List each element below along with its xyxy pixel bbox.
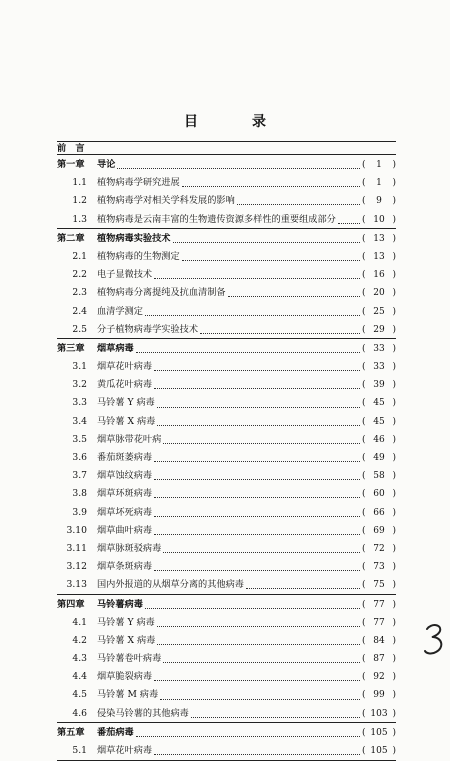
entry-number: 2.1: [72, 250, 87, 262]
page-number-value: 77: [373, 599, 385, 610]
page-number-value: 46: [373, 434, 385, 445]
toc-section-entry[interactable]: [57, 522, 396, 540]
toc-section-entry[interactable]: [57, 284, 396, 302]
dot-leader: [154, 456, 360, 462]
entry-number: 4.4: [72, 671, 87, 683]
entry-number: 第三章: [57, 342, 85, 354]
page-number: ( 45 ): [362, 394, 396, 412]
dot-leader: [154, 749, 360, 755]
page-number-value: 58: [373, 471, 385, 482]
dot-leader: [163, 657, 360, 663]
entry-title: 分子植物病毒学实验技术: [97, 323, 199, 335]
page-number-value: 25: [373, 306, 385, 317]
page-number: ( 9 ): [362, 192, 396, 210]
entry-number: 3.4: [72, 415, 87, 427]
toc-section-entry[interactable]: [57, 174, 396, 192]
toc-section-entry[interactable]: [57, 632, 396, 650]
toc-section-entry[interactable]: [57, 742, 396, 760]
entry-title: 番茄病毒: [97, 726, 134, 738]
dot-leader: [163, 438, 360, 444]
toc-chapter-entry[interactable]: [57, 724, 396, 742]
chapter-rule: [57, 722, 396, 723]
page-number-value: 39: [373, 380, 385, 391]
toc-section-entry[interactable]: [57, 614, 396, 632]
dot-leader: [117, 163, 360, 169]
toc-section-entry[interactable]: [57, 705, 396, 723]
toc-chapter-entry[interactable]: [57, 156, 396, 174]
page-number: ( 1 ): [362, 156, 396, 174]
entry-number: 3.10: [66, 524, 87, 536]
dot-leader: [154, 529, 360, 535]
toc-section-entry[interactable]: [57, 686, 396, 704]
entry-number: 3.7: [72, 470, 87, 482]
page-number-value: 16: [373, 270, 385, 281]
page-title: 目 录: [184, 114, 286, 130]
entry-number: 2.3: [72, 287, 87, 299]
entry-number: 第五章: [57, 726, 85, 738]
entry-number: 3.11: [66, 542, 87, 554]
entry-title: 侵染马铃薯的其他病毒: [97, 707, 189, 719]
dot-leader: [157, 621, 360, 627]
chapter-rule: [57, 338, 396, 339]
entry-title: 烟草曲叶病毒: [97, 524, 153, 536]
entry-number: 3.6: [72, 452, 87, 463]
dot-leader: [157, 639, 360, 645]
page-number-value: 10: [373, 214, 385, 225]
dot-leader: [173, 237, 361, 243]
dot-leader: [228, 291, 360, 297]
dot-leader: [154, 565, 360, 571]
page-number: ( 13 ): [362, 248, 396, 266]
entry-number: 2.2: [72, 269, 87, 281]
page-number-value: 84: [373, 635, 385, 646]
entry-title: 烟草花叶病毒: [97, 361, 153, 373]
page-number: ( 33 ): [362, 340, 396, 358]
page-number-value: 87: [373, 654, 385, 665]
dot-leader: [160, 694, 360, 700]
toc-section-entry[interactable]: [57, 413, 396, 431]
entry-number: 3.13: [66, 579, 87, 591]
entry-title: 番茄斑萎病毒: [97, 452, 153, 463]
page-number-value: 13: [373, 251, 385, 262]
page-number-value: 29: [373, 324, 385, 335]
page-number-value: 75: [373, 580, 385, 591]
dot-leader: [246, 583, 360, 589]
page-number: ( 105 ): [362, 724, 396, 742]
entry-number: 4.3: [72, 653, 87, 665]
entry-number: 3.9: [72, 506, 87, 518]
toc-section-entry[interactable]: [57, 540, 396, 558]
entry-number: 第四章: [57, 598, 85, 610]
toc-section-entry[interactable]: [57, 248, 396, 266]
entry-title: 烟草条斑病毒: [97, 561, 153, 573]
dot-leader: [154, 492, 360, 498]
dot-leader: [157, 402, 360, 408]
entry-title: 烟草脉斑驳病毒: [97, 542, 162, 554]
toc-section-entry[interactable]: [57, 358, 396, 376]
entry-number: 3.8: [72, 488, 87, 500]
entry-title: 植物病毒实验技术: [97, 232, 171, 244]
toc-section-entry[interactable]: [57, 558, 396, 576]
table-of-contents: [57, 142, 396, 761]
toc-section-entry[interactable]: [57, 650, 396, 668]
page-number: ( 69 ): [362, 522, 396, 540]
entry-number: 1.2: [72, 195, 87, 207]
entry-title: 烟草花叶病毒: [97, 745, 153, 756]
toc-section-entry[interactable]: [57, 668, 396, 686]
page-number: ( 60 ): [362, 485, 396, 503]
dot-leader: [191, 712, 360, 718]
entry-number: 3.1: [72, 361, 87, 373]
page-number-value: 105: [370, 746, 388, 756]
entry-title: 植物病毒的生物测定: [97, 250, 180, 262]
toc-section-entry[interactable]: [57, 449, 396, 467]
entry-title: 马铃薯 Y 病毒: [97, 616, 155, 628]
entry-number: 3.5: [72, 433, 87, 445]
page-number-value: 69: [373, 525, 385, 536]
page-number: ( 10 ): [362, 211, 396, 229]
entry-number: 第一章: [57, 159, 85, 170]
page-number: ( 72 ): [362, 540, 396, 558]
entry-number: 2.4: [72, 305, 87, 317]
entry-number: 5.1: [72, 745, 87, 756]
page-number: ( 77 ): [362, 596, 396, 614]
entry-number: 4.1: [72, 616, 87, 628]
entry-title: 马铃薯 M 病毒: [97, 689, 159, 701]
entry-title: 黄瓜花叶病毒: [97, 379, 153, 391]
dot-leader: [154, 675, 360, 681]
toc-chapter-entry[interactable]: [57, 596, 396, 614]
dot-leader: [154, 383, 360, 389]
page-number-value: 33: [373, 343, 385, 354]
page-number: ( 99 ): [362, 686, 396, 704]
entry-number: 1.3: [72, 213, 87, 225]
dot-leader: [237, 199, 360, 205]
page-number-value: 60: [373, 489, 385, 500]
page-number: ( 92 ): [362, 668, 396, 686]
entry-title: 血清学测定: [97, 305, 143, 317]
page-number: ( 87 ): [362, 650, 396, 668]
page-number-value: 73: [373, 562, 385, 573]
page-number-value: 33: [373, 362, 385, 373]
page-number-value: 1: [376, 178, 382, 189]
toc-entries: [57, 155, 396, 761]
dot-leader: [136, 731, 360, 737]
chapter-rule: [57, 594, 396, 595]
page-number: ( 20 ): [362, 284, 396, 302]
entry-title: 国内外报道的从烟草分离的其他病毒: [97, 579, 244, 591]
toc-chapter-entry[interactable]: [57, 340, 396, 358]
entry-title: 马铃薯病毒: [97, 598, 143, 610]
page-number: ( 66 ): [362, 504, 396, 522]
entry-title: 马铃薯 X 病毒: [97, 415, 156, 427]
entry-title: 植物病毒学研究进展: [97, 177, 180, 189]
page-number: ( 84 ): [362, 632, 396, 650]
dot-leader: [145, 603, 360, 609]
page-number: ( 45 ): [362, 413, 396, 431]
dot-leader: [163, 547, 360, 553]
entry-title: 马铃薯 X 病毒: [97, 634, 156, 646]
handwritten-page-mark: [421, 622, 447, 656]
page-number-value: 99: [373, 690, 385, 701]
entry-number: 2.5: [72, 323, 87, 335]
entry-number: 4.5: [72, 689, 87, 701]
entry-number: 3.2: [72, 379, 87, 391]
page-number: ( 29 ): [362, 321, 396, 339]
page-number-value: 45: [373, 416, 385, 427]
dot-leader: [182, 255, 360, 261]
page-number: ( 13 ): [362, 230, 396, 248]
preface-label: 前 言: [57, 143, 85, 154]
entry-number: 3.3: [72, 397, 87, 409]
page-number-value: 72: [373, 543, 385, 554]
entry-title: 烟草环斑病毒: [97, 488, 153, 500]
toc-section-entry[interactable]: [57, 576, 396, 594]
chapter-rule: [57, 228, 396, 229]
entry-title: 烟草病毒: [97, 342, 134, 354]
toc-section-entry[interactable]: [57, 303, 396, 321]
page-number: ( 73 ): [362, 558, 396, 576]
page-number-value: 1: [376, 160, 382, 170]
page-number-value: 103: [370, 708, 388, 719]
page-number-value: 66: [373, 507, 385, 518]
toc-section-entry[interactable]: [57, 431, 396, 449]
page-number-value: 45: [373, 398, 385, 409]
page-number: ( 1 ): [362, 174, 396, 192]
dot-leader: [154, 365, 360, 371]
page-number-value: 105: [370, 727, 388, 738]
page-number: ( 77 ): [362, 614, 396, 632]
dot-leader: [200, 328, 360, 334]
toc-chapter-entry[interactable]: [57, 230, 396, 248]
page-number: ( 49 ): [362, 449, 396, 467]
page-number-value: 20: [373, 288, 385, 299]
toc-section-entry[interactable]: [57, 467, 396, 485]
dot-leader: [136, 347, 360, 353]
entry-title: 烟草坏死病毒: [97, 506, 153, 518]
page-number-value: 13: [373, 233, 385, 244]
entry-title: 导论: [97, 159, 116, 170]
page-number: ( 39 ): [362, 376, 396, 394]
entry-title: 烟草脉带花叶病: [97, 433, 162, 445]
entry-number: 4.2: [72, 634, 87, 646]
dot-leader: [145, 310, 360, 316]
dot-leader: [338, 218, 360, 224]
page-number: ( 25 ): [362, 303, 396, 321]
dot-leader: [154, 511, 360, 517]
entry-title: 植物病毒是云南丰富的生物遗传资源多样性的重要组成部分: [97, 213, 336, 225]
toc-section-entry[interactable]: [57, 266, 396, 284]
page-number-value: 77: [373, 617, 385, 628]
dot-leader: [154, 474, 360, 480]
dot-leader: [154, 273, 360, 279]
toc-section-entry[interactable]: [57, 321, 396, 339]
entry-number: 1.1: [72, 177, 87, 189]
entry-number: 第二章: [57, 232, 85, 244]
toc-section-entry[interactable]: [57, 485, 396, 503]
page-number: ( 16 ): [362, 266, 396, 284]
page-number: ( 46 ): [362, 431, 396, 449]
page-number: ( 58 ): [362, 467, 396, 485]
entry-title: 植物病毒分离提纯及抗血清制备: [97, 287, 226, 299]
page-number: ( 33 ): [362, 358, 396, 376]
entry-number: 4.6: [72, 707, 87, 719]
page-number-value: 49: [373, 453, 385, 463]
entry-title: 植物病毒学对相关学科发展的影响: [97, 195, 235, 207]
toc-section-entry[interactable]: [57, 211, 396, 229]
chapter-rule: [57, 154, 396, 155]
toc-section-entry[interactable]: [57, 376, 396, 394]
toc-section-entry[interactable]: [57, 394, 396, 412]
page-number-value: 92: [373, 672, 385, 683]
dot-leader: [157, 420, 360, 426]
entry-number: 3.12: [66, 561, 87, 573]
toc-section-entry[interactable]: [57, 504, 396, 522]
page-number: ( 105 ): [362, 742, 396, 760]
entry-title: 马铃薯卷叶病毒: [97, 653, 162, 665]
dot-leader: [182, 181, 360, 187]
entry-title: 马铃薯 Y 病毒: [97, 397, 155, 409]
entry-title: 烟草蚀纹病毒: [97, 470, 153, 482]
entry-title: 电子显微技术: [97, 269, 153, 281]
page-number-value: 9: [376, 196, 382, 207]
page-number: ( 103 ): [362, 705, 396, 723]
page-number: ( 75 ): [362, 576, 396, 594]
toc-section-entry[interactable]: [57, 192, 396, 210]
entry-title: 烟草脆裂病毒: [97, 671, 153, 683]
